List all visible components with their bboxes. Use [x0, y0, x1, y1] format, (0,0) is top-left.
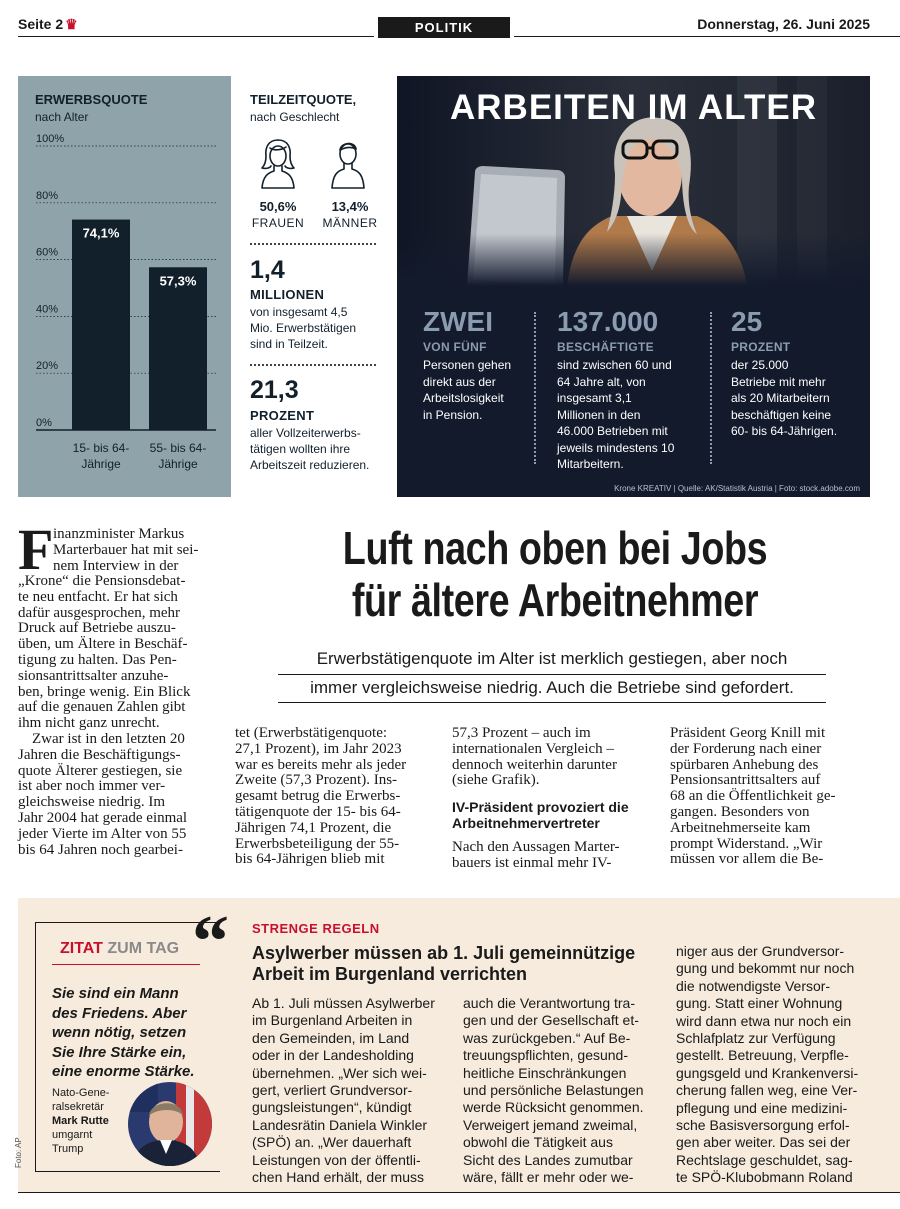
quote-text: Sie sind ein Mann des Friedens. Aber wenn nötig, setzen Sie Ihre Stärke ein, eine enorme Stärke. — [52, 985, 195, 1080]
section-label: POLITIK — [378, 17, 510, 38]
bar-value-label: 74,1% — [82, 225, 120, 241]
y-tick-label: 20% — [36, 360, 59, 373]
teilzeit-millions-unit: MILLIONEN — [250, 287, 325, 302]
man-icon — [328, 136, 368, 190]
stat-beschaeftigte-desc: sind zwischen 60 und 64 Jahre alt, von insgesamt 3,1 Millionen in den 46.000 Betrieben mit jeweils mindestens 10 Mitarbeitern. — [557, 358, 675, 471]
stat-divider — [710, 312, 712, 464]
bottom-rule — [18, 1192, 900, 1193]
header-rule-right — [514, 36, 900, 37]
article-col3: 57,3 Prozent – auch im internationalen Vergleich – dennoch weiterhin darunter (siehe Grafik). — [452, 725, 617, 789]
x-category-label: Jährige — [158, 457, 198, 471]
article-subhead-line2: immer vergleichsweise niedrig. Auch die Betriebe sind gefordert. — [310, 678, 794, 697]
chart-subtitle: nach Alter — [35, 110, 89, 124]
y-tick-label: 60% — [36, 246, 59, 259]
stat-beschaeftigte-number: 137.000 — [557, 306, 659, 337]
y-tick-label: 0% — [36, 417, 52, 429]
vollzeit-percent-value: 21,3 — [250, 376, 299, 404]
bottom-headline: Asylwerber müssen ab 1. Juli gemeinnützige Arbeit im Burgenland verrichten — [252, 943, 636, 984]
y-tick-label: 40% — [36, 303, 59, 316]
chart-title: ERWERBSQUOTE — [35, 92, 148, 107]
divider — [250, 364, 376, 366]
stat-beschaeftigte-label: BESCHÄFTIGTE — [557, 340, 654, 354]
bottom-col1: Ab 1. Juli müssen Asylwerber im Burgenland Arbeiten in den Gemeinden, im Land oder in der Landesholding übernehmen. „Wer sich wei- gert, verliert Grundversor- gungsleistungen“, kündigt Landesrätin Daniela Winkler (SPÖ) an. „Wer dauerhaft Leistungen von der öffentli- chen Hand erhält, der muss — [252, 995, 435, 1186]
quote-attribution: Nato-Gene- ralsekretär Mark Rutte umgarnt Trump — [52, 1087, 110, 1155]
x-category-label: 15- bis 64- — [72, 441, 130, 455]
bottom-col3: niger aus der Grundversor- gung und bekommt nur noch die notwendigste Versor- gung. Statt einer Wohnung wird dann etwa nur noch ein Schlafplatz zur Verfügung gestellt. Betreuung, Verpfle- gungsgeld und Krankenversi- cherung fallen weg, eine Ver- pflegung und eine medizini- sche Basisversorgung erfol- gen aber weiter. Das sei der Rechtslage geschuldet, sag- te SPÖ-Klubobmann Roland — [676, 943, 859, 1186]
y-tick-label: 100% — [36, 133, 65, 145]
women-percentage: 50,6% — [259, 199, 297, 214]
bottom-col2: auch die Verantwortung tra- gen und der Gesellschaft et- was zurückgeben.“ Auf Be- treuungspflichten, gesund- heitliche Einschränkungen und persönliche Belastungen werde Rücksicht genommen. Verweigert jemand zweimal, obwohl die Tätigkeit aus Sicht des Landes zumutbar wäre, fällt er mehr oder we- — [463, 995, 644, 1186]
quote-marks-icon: “ — [192, 901, 229, 983]
x-category-label: Jährige — [81, 457, 121, 471]
article-col3-cont: Nach den Aussagen Marter- bauers ist einmal mehr IV- — [452, 839, 620, 871]
stat-prozent-number: 25 — [731, 306, 763, 337]
bottom-kicker: STRENGE REGELN — [252, 921, 380, 936]
stat-zwei-desc: Personen gehen direkt aus der Arbeitslosigkeit in Pension. — [423, 358, 512, 422]
infobox-credit: Krone KREATIV | Quelle: AK/Statistik Austria | Foto: stock.adobe.com — [614, 484, 860, 493]
bar — [72, 220, 130, 430]
infobox-title: ARBEITEN IM ALTER — [450, 88, 817, 127]
stat-prozent-label: PROZENT — [731, 340, 791, 354]
women-label: FRAUEN — [251, 216, 305, 230]
quote-rule — [52, 964, 200, 965]
portrait-photo — [128, 1082, 212, 1166]
woman-icon — [256, 136, 300, 190]
article-col4: Präsident Georg Knill mit der Forderung nach einer spürbaren Anhebung des Pensionsantrittsalters auf 68 an die Öffentlichkeit ge- gangen. Besonders von Arbeitnehmerseite kam prompt Widerstand. „Wir müssen vor allem die Be- — [670, 725, 836, 868]
vollzeit-percent-unit: PROZENT — [250, 408, 315, 423]
page-number: Seite 2 ♛ — [18, 16, 78, 32]
erwerbsquote-bar-chart — [18, 76, 231, 497]
article-subheading: IV-Präsident provoziert die Arbeitnehmervertreter — [452, 799, 629, 831]
divider — [250, 243, 376, 245]
drop-cap: F — [18, 517, 54, 582]
header-rule-left — [18, 36, 374, 37]
quote-heading: ZITAT ZUM TAG — [60, 940, 180, 957]
subhead-rule — [278, 702, 826, 703]
stat-prozent-desc: der 25.000 Betriebe mit mehr als 20 Mitarbeitern beschäftigen keine 60- bis 64-Jährigen. — [731, 358, 838, 438]
article-col1-top: inanzminister Markus Marterbauer hat mit sei- nem Interview in der — [53, 526, 199, 574]
vollzeit-percent-desc: aller Vollzeiterwerbs- tätigen wollten ihre Arbeitszeit reduzieren. — [250, 426, 370, 472]
article-subhead-line1: Erwerbstätigenquote im Alter ist merklich gestiegen, aber noch — [316, 649, 788, 668]
teilzeit-millions-value: 1,4 — [250, 256, 285, 284]
subhead-rule — [278, 674, 826, 675]
stat-zwei-label: VON FÜNF — [423, 340, 487, 354]
men-percentage: 13,4% — [331, 199, 369, 214]
article-col1: „Krone“ die Pensionsdebat- te neu entfacht. Er hat sich dafür ausgesprochen, mehr Druck auf Betriebe auszu- üben, um Ältere in Beschäf- tigung zu halten. Das Pen- sionsantrittsalter anzuhe- ben, bringe wenig. Ein Blick auf die genauen Zahlen gibt ihm nicht ganz unrecht. Zwar ist in den letzten 20 Jahren die Beschäftigungs- quote Älterer gestiegen, sie ist aber noch immer ver- gleichsweise niedrig. Im Jahr 2004 hat gerade einmal jeder Vierte im Alter von 55 bis 64 Jahren noch gearbei- — [18, 573, 191, 858]
crown-icon: ♛ — [65, 16, 78, 32]
article-headline: Luft nach oben bei Jobs für ältere Arbeitnehmer — [342, 522, 768, 626]
stat-zwei-number: ZWEI — [423, 306, 493, 337]
bar-value-label: 57,3% — [159, 273, 197, 289]
bar — [149, 267, 207, 430]
teilzeit-millions-desc: von insgesamt 4,5 Mio. Erwerbstätigen sind in Teilzeit. — [250, 305, 357, 351]
teilzeit-subtitle: nach Geschlecht — [250, 110, 340, 124]
photo-credit: Foto: AP — [14, 1137, 23, 1168]
stat-divider — [534, 312, 536, 464]
men-label: MÄNNER — [322, 216, 378, 230]
teilzeit-title: TEILZEITQUOTE, — [250, 92, 357, 107]
issue-date: Donnerstag, 26. Juni 2025 — [697, 16, 870, 32]
article-col2: tet (Erwerbstätigenquote: 27,1 Prozent), im Jahr 2023 war es bereits mehr als jeder Zweite (57,3 Prozent). Ins- gesamt betrug die Erwerbs- tätigenquote der 15- bis 64- Jährigen 74,1 Prozent, die Erwerbsbeteiligung der 55- bis 64-Jährigen blieb mit — [235, 725, 407, 868]
x-category-label: 55- bis 64- — [149, 441, 207, 455]
y-tick-label: 80% — [36, 189, 59, 202]
